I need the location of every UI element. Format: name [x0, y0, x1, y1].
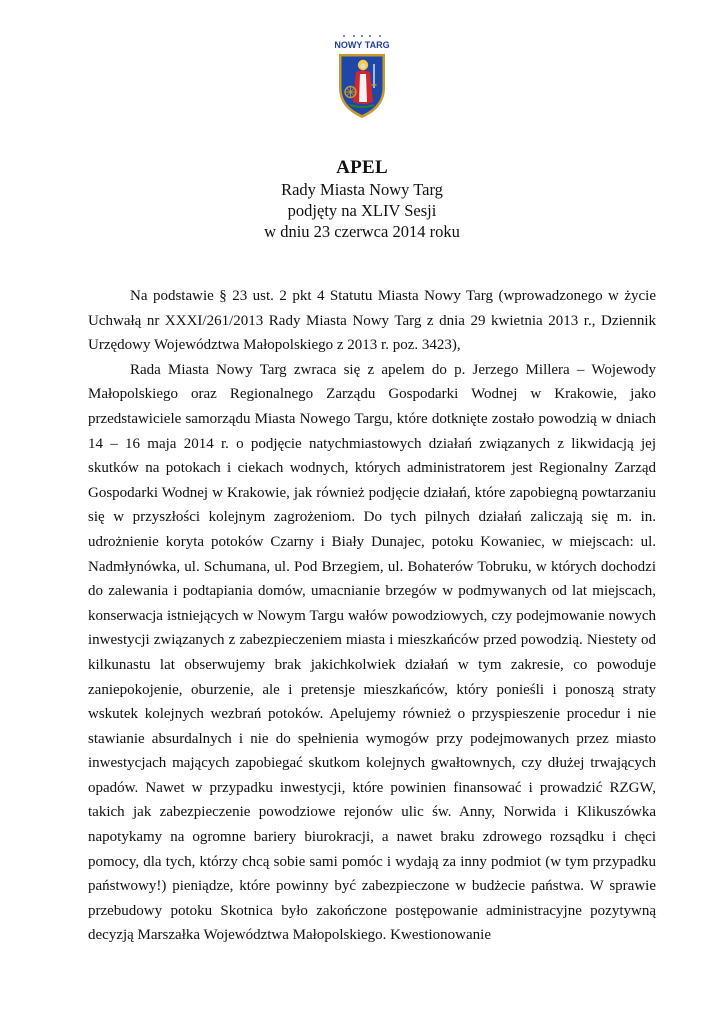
document-body — [88, 284, 656, 948]
city-crest — [330, 30, 394, 122]
document-title: APEL — [336, 157, 388, 178]
crest-city-name: NOWY TARG — [334, 40, 390, 50]
paragraph-appeal: Rada Miasta Nowy Targ zwraca się z apelem do p. Jerzego Millera – Wojewody Małopolskiego oraz Regionalnego Zarządu Gospodarki Wodnej w Krakowie, jako przedstawiciele samorządu Miasta Nowego Targu, które dotknięte zostało powodzią w dniach 14 – 16 maja 2014 r. o podjęcie natychmiastowych działań związanych z likwidacją jej skutków na potokach i ciekach wodnych, których administratorem jest Regionalny Zarząd Gospodarki Wodnej w Krakowie, jak również podjęcie działań, które zapobiegną powtarzaniu się w przyszłości kolejnym zagrożeniom. Do tych pilnych działań zaliczają się m. in. udrożnienie koryta potoków Czarny i Biały Dunajec, potoku Kowaniec, w miejscach: ul. Nadmłynówka, ul. Schumana, ul. Pod Brzegiem, ul. Bohaterów Tobruku, w których dochodzi do zalewania i podtapiania domów, umacnianie brzegów w podmywanych od lat miejscach, konserwacja istniejących w Nowym Targu wałów powodziowych, czy podejmowanie nowych inwestycji związanych z zabezpieczeniem miasta i mieszkańców przed powodzią. Niestety od kilkunastu lat obserwujemy brak jakichkolwiek działań w tym zakresie, co powoduje zaniepokojenie, oburzenie, ale i pretensje mieszkańców, który ponieśli i ponoszą straty wskutek kolejnych wezbrań potoków. Apelujemy również o przyspieszenie procedur i nie stawianie absurdalnych i nie do spełnienia wymogów przy podejmowanych przez miasto inwestycjach mających zapobiegać skutkom kolejnych gwałtownych, czy dłużej trwających opadów. Nawet w przypadku inwestycji, które powinien finansować i prowadzić RZGW, takich jak zabezpieczenie powodziowe rejonów ulic św. Anny, Norwida i Klikuszówka napotykamy na ogromne bariery biurokracji, a nawet braku zdrowego rozsądku i chęci pomocy, dla tych, którzy chcą sobie sami pomóc i wydają za inny podmiot (w tym przypadku państwowy!) pieniądze, które powinny być zabezpieczone w budżecie państwa. W sprawie przebudowy potoku Skotnica było zakończone postępowanie administracyjne pozytywną decyzją Marszałka Województwa Małopolskiego. Kwestionowanie — [88, 361, 656, 944]
coat-of-arms-icon — [330, 30, 394, 122]
heading-line-session: podjęty na XLIV Sesji — [287, 201, 437, 220]
document-heading — [0, 157, 724, 242]
heading-line-date: w dniu 23 czerwca 2014 roku — [264, 222, 460, 241]
paragraph-legal-basis: Na podstawie § 23 ust. 2 pkt 4 Statutu Miasta Nowy Targ (wprowadzonego w życie Uchwałą nr XXXI/261/2013 Rady Miasta Nowy Targ z dnia 29 kwietnia 2013 r., Dziennik Urzędowy Województwa Małopolskiego z 2013 r. poz. 3423), — [88, 288, 656, 354]
heading-line-council: Rady Miasta Nowy Targ — [281, 180, 443, 199]
